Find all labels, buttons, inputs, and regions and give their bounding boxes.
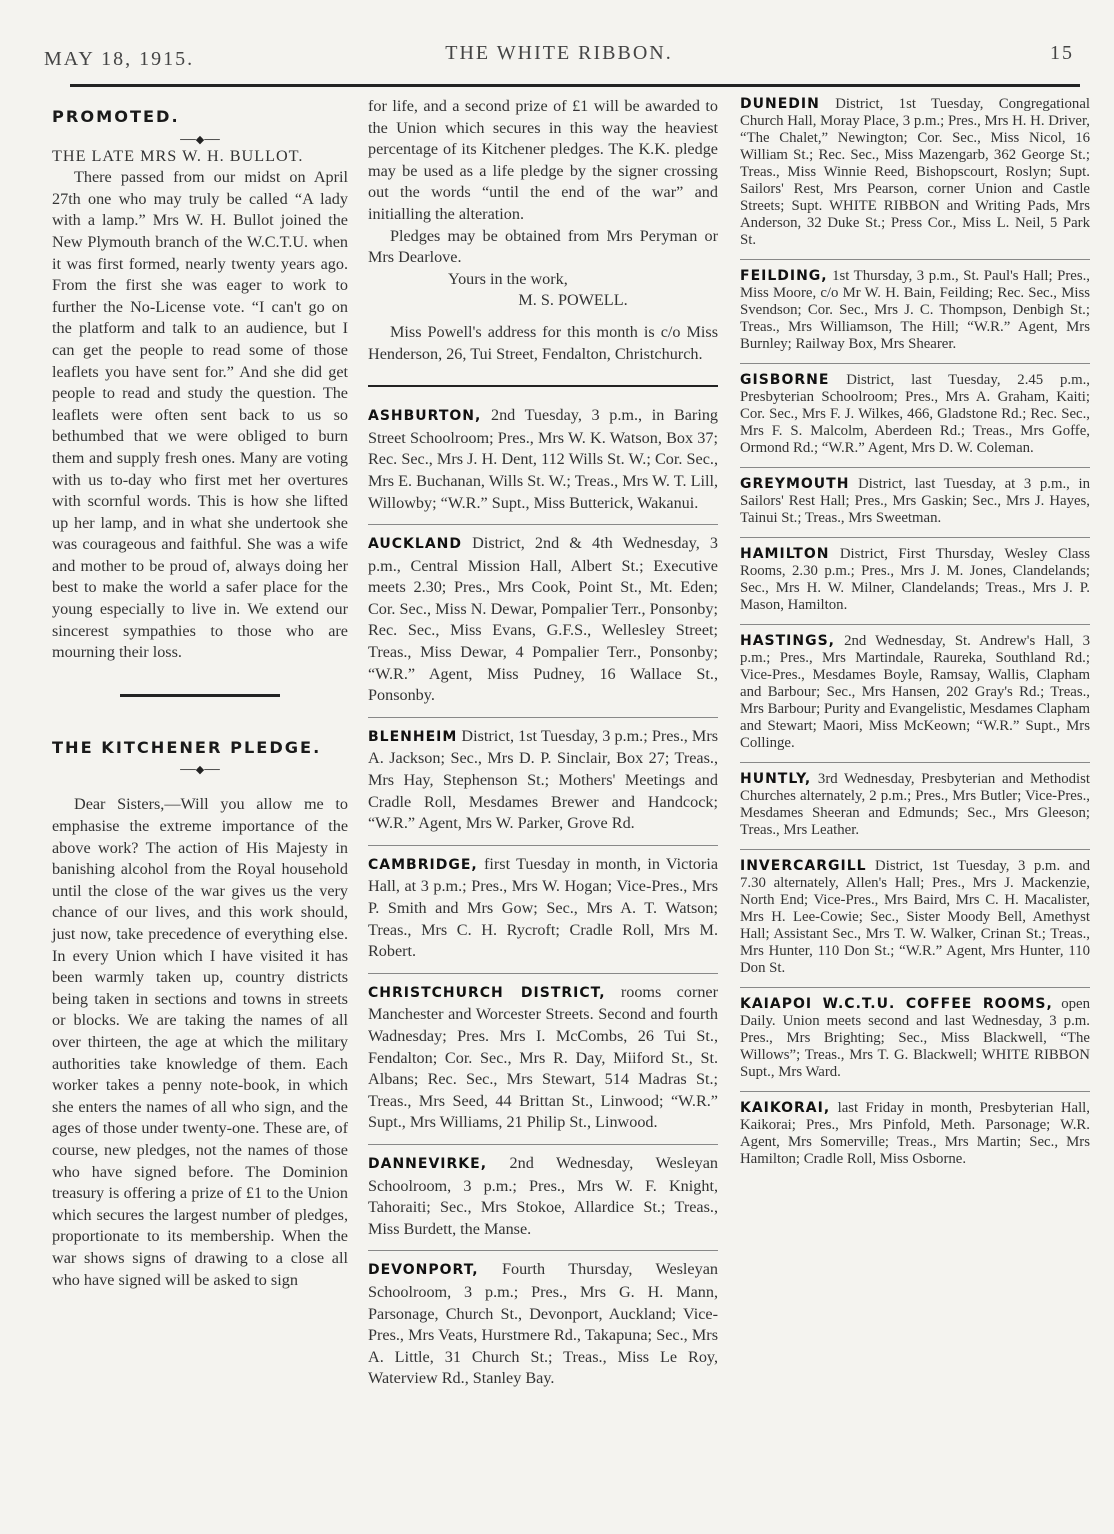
- union-entry: DUNEDIN District, 1st Tuesday, Congregational Church Hall, Moray Place, 3 p.m.; Pres., Mrs H. H. Driver, “The Chalet,” Newington; Cor. Sec., Miss Nicol, 16 William St.; Rec. Sec., Miss Mazengarb, 362 George St.; Treas., Miss Winnie Reed, Bishopscourt, Roslyn; Supt. Sailors' Rest, Mrs Pearson, corner Union and Castle Streets; Supt. WHITE RIBBON and Writing Pads, Mrs Anderson, 32 Duke St.; Press Cor., Miss L. Neil, 5 Park St.: [740, 96, 1090, 260]
- union-entry: DANNEVIRKE, 2nd Wednesday, Wesleyan Schoolroom, 3 p.m.; Pres., Mrs W. F. Knight, Tahoraiti; Sec., Mrs Stokoe, Allardice St.; Treas., Miss Burdett, the Manse.: [368, 1145, 718, 1251]
- header-rule: [70, 84, 1080, 87]
- union-entry: KAIAPOI W.C.T.U. COFFEE ROOMS, open Daily. Union meets second and last Wednesday, 3 p.m. Pres., Mrs Brighting; Sec., Miss Blackwell, “The Willows”; Treas., Mrs T. G. Blackwell; WHITE RIBBON Supt., Mrs Ward.: [740, 988, 1090, 1092]
- union-entry: CHRISTCHURCH DISTRICT, rooms corner Manchester and Worcester Streets. Second and fourth Wadnesday; Pres. Mrs I. McCombs, 26 Tui St., Fendalton; Cor. Sec., Mrs R. Day, Miiford St., St. Albans; Rec. Sec., Mrs Stewart, 514 Madras St.; Treas., Mrs Seed, 44 Brittan St., Linwood; “W.R.” Supt., Mrs Williams, 21 Philip St., Linwood.: [368, 974, 718, 1145]
- union-entry: DEVONPORT, Fourth Thursday, Wesleyan Schoolroom, 3 p.m.; Pres., Mrs G. H. Mann, Parsonage, Church St., Devonport, Auckland; Vice-Pres., Mrs Veats, Hurstmere Rd., Takapuna; Sec., Mrs A. Little, 31 Church St.; Treas., Miss Le Roy, Waterview Rd., Stanley Bay.: [368, 1260, 718, 1388]
- promoted-heading: PROMOTED.: [52, 107, 180, 126]
- column-3: [740, 96, 1090, 1178]
- union-entry: HUNTLY, 3rd Wednesday, Presbyterian and Methodist Churches alternately, 2 p.m.; Pres., Mrs Butler; Vice-Pres., Mesdames Sheeran and Edmunds; Sec., Mrs Gleeson; Treas., Mrs Leather.: [740, 763, 1090, 850]
- union-directory-a: [368, 397, 718, 1400]
- bullot-title: THE LATE MRS W. H. BULLOT.: [52, 146, 304, 165]
- kitchener-heading: THE KITCHENER PLEDGE.: [52, 737, 322, 757]
- issue-date: MAY 18, 1915.: [44, 48, 195, 70]
- union-entry: ASHBURTON, 2nd Tuesday, 3 p.m., in Baring Street Schoolroom; Pres., Mrs W. K. Watson, Box 37; Rec. Sec., Mrs J. H. Dent, 112 Wills St. W.; Cor. Sec., Mrs E. Buchanan, Wills St. W.; Treas., Mrs W. T. Lill, Willowby; “W.R.” Supt., Miss Butterick, Wakanui.: [368, 397, 718, 525]
- powell-address: Miss Powell's address for this month is c/o Miss Henderson, 26, Tui Street, Fendalton, Christchurch.: [368, 322, 718, 363]
- ornament-divider: ──◆──: [180, 133, 220, 146]
- page-number: 15: [1050, 42, 1074, 64]
- union-entry: KAIKORAI, last Friday in month, Presbyterian Hall, Kaikorai; Pres., Mrs Pinfold, Meth. Parsonage; W.R. Agent, Mrs Somerville; Treas., Mrs Martin; Sec., Mrs Hamilton; Cradle Roll, Miss Osborne.: [740, 1100, 1090, 1167]
- union-directory-b: [740, 96, 1090, 1178]
- union-entry: HASTINGS, 2nd Wednesday, St. Andrew's Hall, 3 p.m.; Pres., Mrs Martindale, Raureka, Southland Rd.; Vice-Pres., Mesdames Boyle, Ramsay, Wallis, Clapham and Barbour; Sec., Mrs Hansen, 202 Gray's Rd.; Treas., Mrs Barbour; Purity and Evangelistic, Mesdames Clapham and Stewart; Maori, Miss McKeown; “W.R.” Supt., Mrs Collinge.: [740, 625, 1090, 763]
- union-entry: GISBORNE District, last Tuesday, 2.45 p.m., Presbyterian Schoolroom; Pres., Mrs A. Graham, Kaiti; Cor. Sec., Mrs F. J. Wilkes, 466, Gladstone Rd.; Rec. Sec., Mrs F. S. Malcolm, Aberdeen Rd.; Treas., Mrs Goffe, Ormond Rd.; “W.R.” Agent, Mrs D. W. Coleman.: [740, 364, 1090, 468]
- signature: M. S. POWELL.: [518, 291, 628, 310]
- pledges-note: Pledges may be obtained from Mrs Peryman or Mrs Dearlove.: [368, 226, 718, 267]
- publication-title: THE WHITE RIBBON.: [445, 42, 673, 64]
- column-rule: [368, 385, 718, 387]
- page-header: [44, 42, 1074, 72]
- union-entry: AUCKLAND District, 2nd & 4th Wednesday, 3 p.m., Central Mission Hall, Albert St.; Executive meets 2.30; Pres., Mrs Cook, Point St., Mt. Eden; Cor. Sec., Miss N. Dewar, Pompalier Terr., Ponsonby; Rec. Sec., Miss Evans, G.F.S., Wellesley Street; Treas., Miss Dewar, 4 Pompalier Terr., Ponsonby; “W.R.” Agent, Miss Pudney, 16 Wallace St., Ponsonby.: [368, 525, 718, 718]
- union-entry: FEILDING, 1st Thursday, 3 p.m., St. Paul's Hall; Pres., Miss Moore, c/o Mr W. H. Bain, Feilding; Rec. Sec., Miss Svendson; Cor. Sec., Mrs J. C. Thompson, Denbigh St.; Treas., Mrs Williamson, The Hill; “W.R.” Agent, Mrs Burnley; Railway Box, Mrs Shearer.: [740, 260, 1090, 364]
- union-entry: GREYMOUTH District, last Tuesday, at 3 p.m., in Sailors' Rest Hall; Pres., Mrs Gaskin; Sec., Mrs J. Hayes, Tainui St.; Treas., Mrs Sweetman.: [740, 468, 1090, 538]
- column-1: [52, 96, 348, 1291]
- union-entry: BLENHEIM District, 1st Tuesday, 3 p.m.; Pres., Mrs A. Jackson; Sec., Mrs D. P. Sinclair, Box 27; Treas., Mrs Hay, Stephenson St.; Mothers' Meetings and Cradle Roll, Mesdames Brewer and Handcock; “W.R.” Agent, Mrs W. Parker, Grove Rd.: [368, 718, 718, 846]
- bullot-article: There passed from our midst on April 27th one who may truly be called “A lady with a lamp.” Mrs W. H. Bullot joined the New Plymouth branch of the W.C.T.U. when it was first formed, nearly twenty years ago. From the first she was eager to work to further the No-License vote. “I can't go on the platform and talk to an audience, but I can get the people to read some of those leaflets you have sent for.” And she did get people to read and study the question. The leaflets were often sent back to us so bethumbed that we were obliged to burn them and supply fresh ones. Many are voting with us to-day who first met her overtures with scornful words. This is how she lifted up her lamp, and in what she undertook she was courageous and faithful. She was a wife and mother to be proud of, always doing her best to make the world a safer place for the young especially to live in. We extend our sincerest sympathies to those who are mourning their loss.: [52, 168, 348, 662]
- kitchener-continued: for life, and a second prize of £1 will be awarded to the Union which secures in this way the heaviest percentage of its Kitchener pledges. The K.K. pledge may be used as a life pledge by the signer crossing out the words “until the end of the war” and initialling the alteration.: [368, 97, 718, 223]
- column-2: [368, 96, 718, 1400]
- union-entry: INVERCARGILL District, 1st Tuesday, 3 p.m. and 7.30 alternately, Allen's Hall; Pres., Mrs J. Mackenzie, North End; Vice-Pres., Mrs Baird, Mrs C. H. Macalister, Mrs H. Lee-Cowie; Sec., Sister Moody Bell, Amethyst Hall; Assistant Sec., Mrs T. W. Walker, Crinan St.; Treas., Mrs Hunter, 110 Don St.; “W.R.” Agent, Mrs Hunter, 110 Don St.: [740, 850, 1090, 988]
- section-rule: [120, 694, 280, 697]
- closing: Yours in the work,: [448, 269, 568, 288]
- ornament-divider: ──◆──: [180, 764, 220, 777]
- union-entry: HAMILTON District, First Thursday, Wesley Class Rooms, 2.30 p.m.; Pres., Mrs J. M. Jones, Clandelands; Sec., Mrs H. W. Milner, Clandelands; Treas., Mrs J. P. Mason, Hamilton.: [740, 538, 1090, 625]
- union-entry: CAMBRIDGE, first Tuesday in month, in Victoria Hall, at 3 p.m.; Pres., Mrs W. Hogan; Vice-Pres., Mrs P. Smith and Mrs Gow; Sec., Mrs A. T. Watson; Treas., Mrs C. H. Rycroft; Cradle Roll, Mrs M. Robert.: [368, 846, 718, 974]
- kitchener-article: Dear Sisters,—Will you allow me to emphasise the extreme importance of the above work? The action of His Majesty in banishing alcohol from the Royal household until the close of the war gives us the very chance of our lives, and this work should, just now, take precedence of everything else. In every Union which I have visited it has been warmly taken up, country districts being taken in sections and towns in streets or blocks. We are taking the names of all over thirteen, the age at which the military authorities take knowledge of them. Each worker takes a penny note-book, in which she enters the names of all who sign, and the ages of those under twenty-one. These are, of course, new pledges, not the names of those who have signed before. The Dominion treasury is offering a prize of £1 to the Union which secures the largest number of pledges, proportionate to its membership. When the war shows signs of drawing to a close all who have signed will be asked to sign: [52, 795, 348, 1289]
